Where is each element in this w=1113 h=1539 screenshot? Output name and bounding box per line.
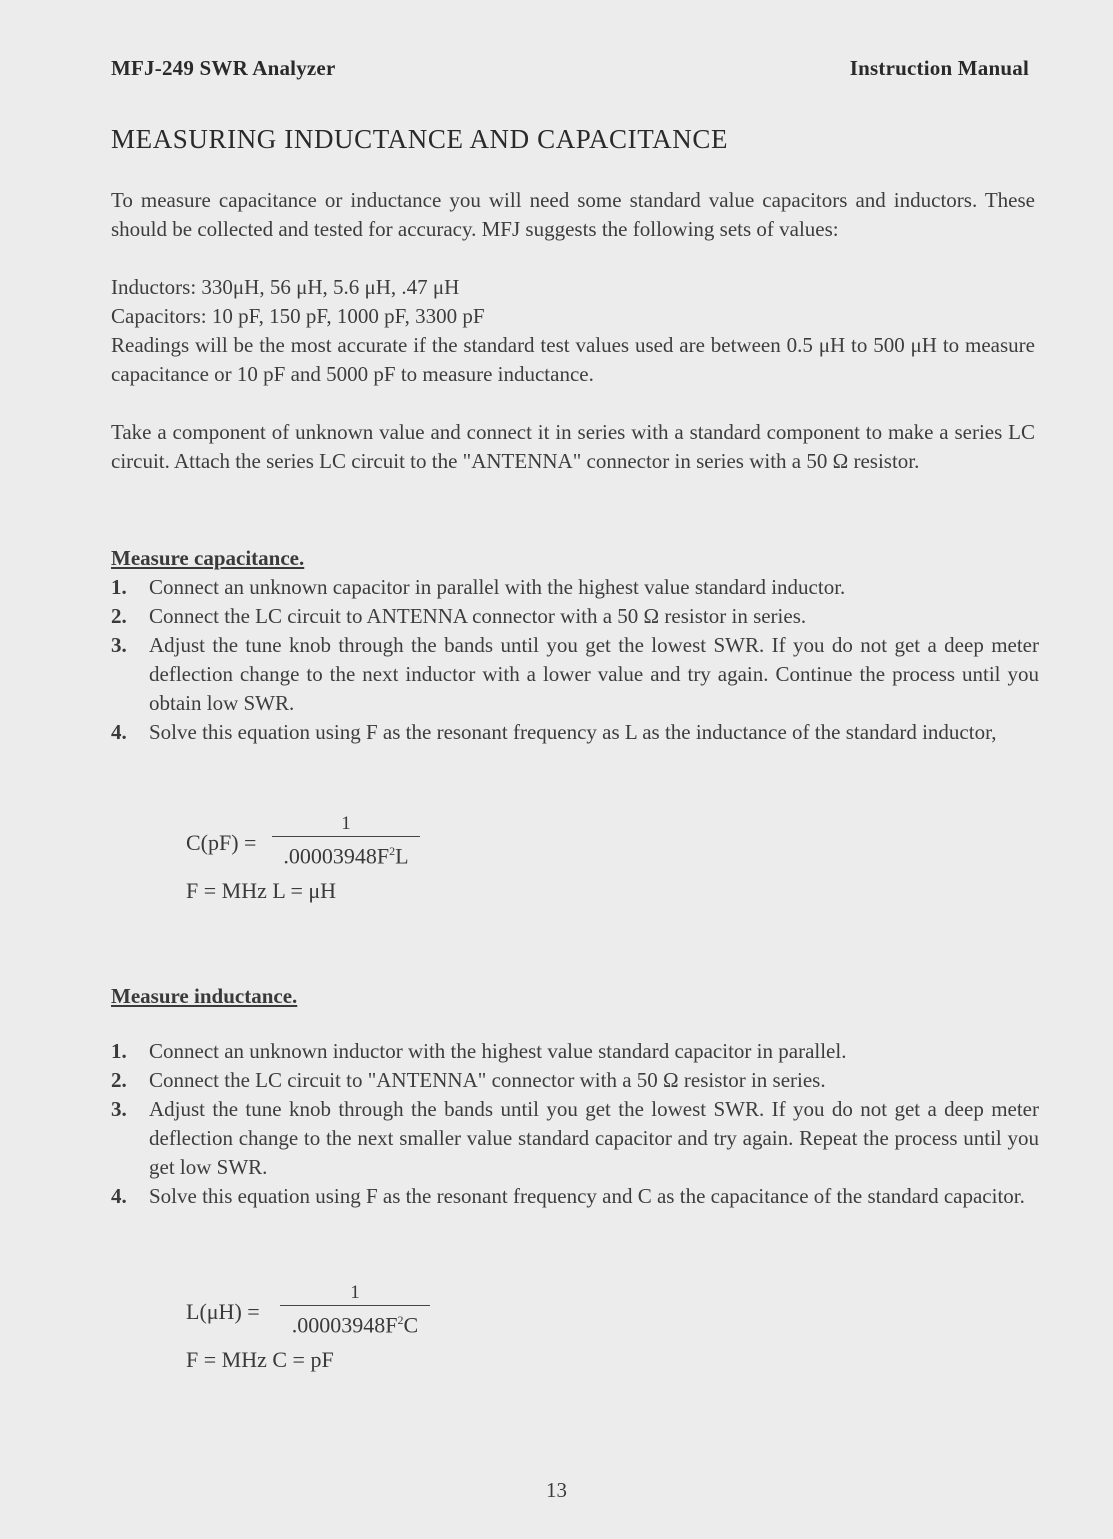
page-title: MEASURING INDUCTANCE AND CAPACITANCE: [111, 124, 729, 154]
inductance-step: 4. Solve this equation using F as the resonant frequency and C as the capacitance of the standard capacitor.: [111, 1184, 1025, 1208]
formula-numerator: 1: [350, 1282, 360, 1303]
formula-units: F = MHz L = μH: [186, 878, 337, 903]
inductance-step: 2. Connect the LC circuit to "ANTENNA" connector with a 50 Ω resistor in series.: [111, 1068, 826, 1092]
inductor-values: Inductors: 330μH, 56 μH, 5.6 μH, .47 μH: [111, 275, 460, 299]
capacitance-step: 1. Connect an unknown capacitor in parallel with the highest value standard inductor.: [111, 575, 846, 599]
formula-numerator: 1: [341, 813, 351, 834]
formula-denominator: $.00003948F^2L$: [283, 843, 409, 869]
capacitance-step: 3. Adjust the tune knob through the bands until you get the lowest SWR. If you do not get a deep meter deflection change to the next inductor with a lower value and try again. Continue the process until you obtain low SWR.: [111, 633, 1039, 715]
capacitance-steps: [111, 573, 1039, 747]
intro-paragraph: To measure capacitance or inductance you will need some standard value capacitors and inductors. These should be collected and tested for accuracy. MFJ suggests the following sets of values:: [111, 188, 1035, 241]
page-number: 13: [546, 1478, 567, 1502]
readings-note: Readings will be the most accurate if the standard test values used are between 0.5 μH to 500 μH to measure capacitance or 10 pF and 5000 pF to measure inductance.: [111, 333, 1035, 386]
capacitance-heading: Measure capacitance.: [111, 546, 305, 570]
capacitor-values: Capacitors: 10 pF, 150 pF, 1000 pF, 3300 pF: [111, 304, 485, 328]
formula-denominator: $.00003948F^2C$: [291, 1312, 419, 1338]
formula-lhs: L(μH) =: [186, 1299, 260, 1324]
header-product-name: MFJ-249 SWR Analyzer: [111, 56, 336, 80]
formula-fraction: [272, 812, 420, 870]
capacitance-step: 2. Connect the LC circuit to ANTENNA connector with a 50 Ω resistor in series.: [111, 604, 807, 628]
inductance-heading: Measure inductance.: [111, 984, 298, 1008]
capacitance-step: 4. Solve this equation using F as the resonant frequency as L as the inductance of the standard inductor,: [111, 720, 997, 744]
series-circuit-paragraph: Take a component of unknown value and connect it in series with a standard component to make a series LC circuit. Attach the series LC circuit to the "ANTENNA" connector in series with a 50 Ω resistor.: [111, 420, 1035, 473]
capacitance-formula: [186, 812, 446, 912]
inductance-step: 1. Connect an unknown inductor with the highest value standard capacitor in parallel.: [111, 1039, 847, 1063]
inductance-formula: [186, 1281, 446, 1381]
formula-lhs: C(pF) =: [186, 830, 257, 855]
header-document-type: Instruction Manual: [849, 56, 1029, 80]
formula-fraction: [280, 1281, 430, 1339]
inductance-steps: [111, 1037, 1039, 1211]
formula-units: F = MHz C = pF: [186, 1347, 334, 1372]
inductance-step: 3. Adjust the tune knob through the bands until you get the lowest SWR. If you do not get a deep meter deflection change to the next smaller value standard capacitor and try again. Repeat the process until you get low SWR.: [111, 1097, 1039, 1179]
